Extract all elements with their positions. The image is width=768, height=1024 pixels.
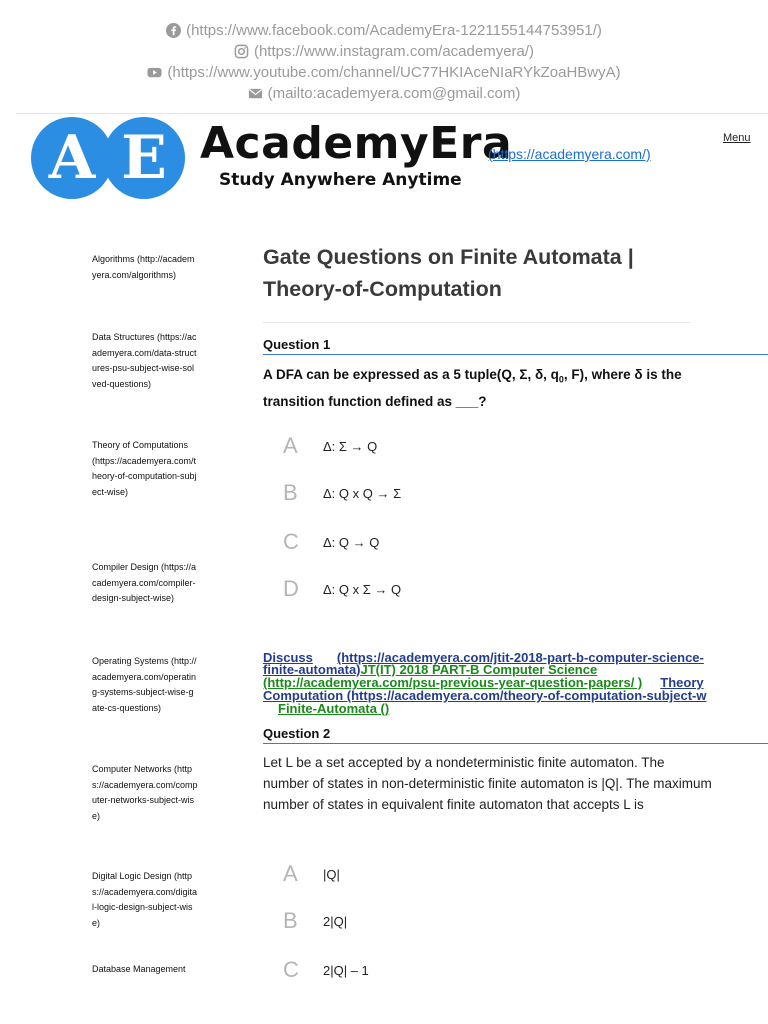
option-text: Δ: Σ → Q (323, 438, 378, 454)
email-url[interactable]: (mailto:academyera.com@gmail.com) (267, 85, 521, 102)
sidebar-item-theory-of-computations[interactable]: Theory of Computations (https://academyera.com/theory-of-computation-subject-wise) (92, 440, 197, 497)
envelope-icon (248, 86, 263, 101)
option-letter: C (283, 529, 299, 554)
question-1-option-b[interactable] (283, 478, 401, 508)
question-2-heading: Question 2 (263, 726, 768, 744)
sidebar-item-algorithms[interactable]: Algorithms (http://academyera.com/algorithms) (92, 254, 195, 280)
menu-link[interactable]: Menu (723, 132, 751, 144)
subject-tag-url[interactable]: Computation (https://academyera.com/theory-of-computation-subject-w (263, 688, 707, 703)
brand-name[interactable]: AcademyEra (200, 118, 513, 169)
email-link[interactable] (0, 83, 768, 104)
brand-tagline: Study Anywhere Anytime (219, 170, 462, 190)
option-letter: B (283, 480, 298, 505)
option-text: Δ: Q x Σ → Q (323, 581, 402, 597)
question-2-text: Let L be a set accepted by a nondeterministic finite automaton. The number of states in non-deterministic finite automaton is |Q|. The maximum number of states in equivalent finite automaton that accepts L is (263, 755, 712, 812)
exam-tag-url[interactable]: (http://academyera.com/psu-previous-year-question-papers/ ) (263, 675, 643, 690)
question-1-text-end: , F), where δ is the transition function defined as ___? (263, 367, 682, 409)
option-letter: C (283, 957, 299, 982)
question-2-option-c[interactable] (283, 955, 369, 985)
title-divider (263, 322, 691, 323)
instagram-url[interactable]: (https://www.instagram.com/academyera/) (253, 43, 535, 60)
option-text: Δ: Q x Q → Σ (323, 485, 402, 501)
option-text: |Q| (323, 866, 340, 882)
logo-letter-a: A (31, 117, 113, 199)
option-letter: D (283, 576, 299, 601)
question-1-option-c[interactable] (283, 527, 379, 557)
sidebar-item-database-management[interactable]: Database Management (92, 964, 186, 974)
sidebar-item-digital-logic-design[interactable]: Digital Logic Design (https://academyera.com/digital-logic-design-subject-wise) (92, 871, 198, 928)
facebook-link[interactable] (0, 20, 768, 41)
discuss-url-end[interactable]: finite-automata) (263, 662, 361, 677)
option-text: 2|Q| – 1 (323, 962, 369, 978)
instagram-link[interactable] (0, 41, 768, 62)
social-links (0, 20, 768, 104)
option-letter: A (283, 433, 298, 458)
page-title: Gate Questions on Finite Automata | Theory-of-Computation (263, 245, 634, 301)
discuss-link[interactable]: Discuss (263, 650, 313, 665)
instagram-icon (234, 44, 249, 59)
option-letter: A (283, 861, 298, 886)
topic-tag-link[interactable]: Finite-Automata () (278, 701, 390, 716)
sidebar-item-data-structures[interactable]: Data Structures (https://academyera.com/data-structures-psu-subject-wise-solved-questions) (92, 332, 197, 389)
sidebar-item-computer-networks[interactable]: Computer Networks (https://academyera.com/computer-networks-subject-wise) (92, 764, 198, 821)
question-1-subscript: 0 (558, 374, 564, 385)
sidebar-item-operating-systems[interactable]: Operating Systems (http://academyera.com/operating-systems-subject-wise-gate-cs-questions) (92, 656, 197, 713)
youtube-link[interactable] (0, 62, 768, 83)
discuss-url[interactable]: (https://academyera.com/jtit-2018-part-b-computer-science- (336, 650, 704, 665)
facebook-icon (166, 23, 181, 38)
question-1-option-a[interactable] (283, 431, 377, 461)
option-text: Δ: Q → Q (323, 534, 380, 550)
home-link[interactable]: (https://academyera.com/) (488, 146, 651, 162)
question-2-option-a[interactable] (283, 859, 340, 889)
header-divider (16, 113, 768, 114)
question-1-heading: Question 1 (263, 337, 768, 355)
subject-tag-link[interactable]: Theory (660, 675, 704, 690)
question-2-option-b[interactable] (283, 906, 347, 936)
youtube-url[interactable]: (https://www.youtube.com/channel/UC77HKIAceNIaRYkZoaHBwyA) (167, 64, 621, 81)
question-1-discuss-links (263, 650, 768, 718)
facebook-url[interactable]: (https://www.facebook.com/AcademyEra-1221155144753951/) (186, 22, 602, 39)
question-1-text-start: A DFA can be expressed as a 5 tuple(Q, Σ, δ, q (263, 367, 559, 382)
option-letter: B (283, 908, 298, 933)
logo-letter-e: E (103, 117, 185, 199)
option-text: 2|Q| (323, 913, 348, 929)
question-1-text (263, 364, 723, 412)
exam-tag-link[interactable]: JT(IT) 2018 PART-B Computer Science (360, 662, 598, 677)
youtube-icon (147, 65, 162, 80)
sidebar-item-compiler-design[interactable]: Compiler Design (https://academyera.com/compiler-design-subject-wise) (92, 562, 197, 603)
question-1-option-d[interactable] (283, 574, 401, 604)
